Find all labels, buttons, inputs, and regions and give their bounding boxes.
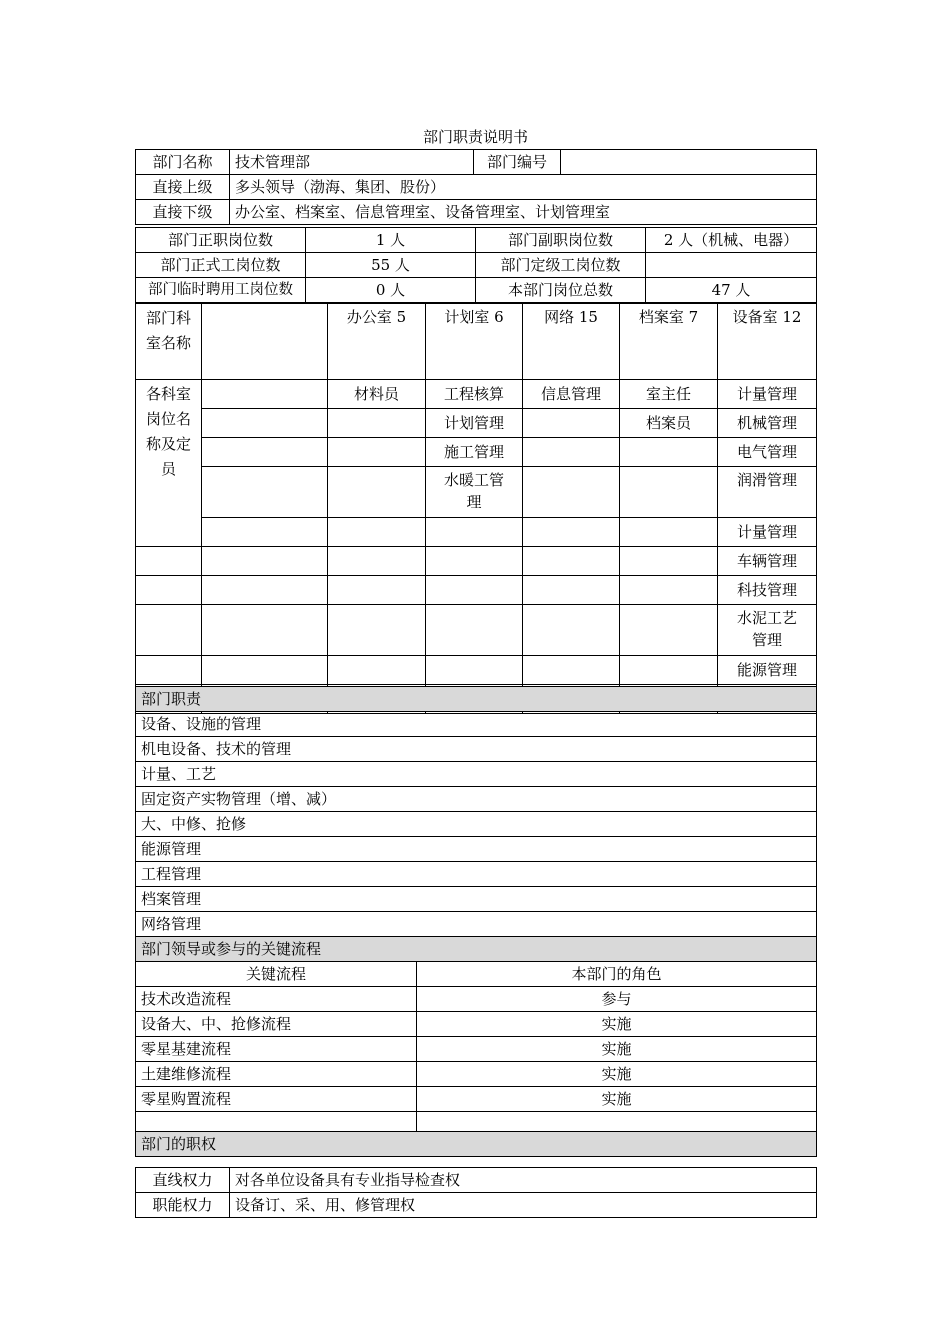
post-row xyxy=(136,380,817,409)
dept-code-label: 部门编号 xyxy=(474,150,561,175)
post-row xyxy=(136,467,817,518)
total-label: 本部门岗位总数 xyxy=(476,278,646,303)
extra-cell xyxy=(202,605,328,656)
extra-post-row xyxy=(136,547,817,576)
superior-value: 多头领导（渤海、集团、股份） xyxy=(230,175,817,200)
deputy-label: 部门副职岗位数 xyxy=(476,228,646,253)
process-name: 零星基建流程 xyxy=(136,1037,417,1062)
post-cell xyxy=(328,438,426,467)
formal-value: 55 人 xyxy=(306,253,476,278)
process-role xyxy=(417,1112,817,1132)
formal-row xyxy=(136,253,817,278)
post-cell xyxy=(620,438,718,467)
extra-cell xyxy=(202,547,328,576)
post-cell xyxy=(202,438,328,467)
extra-cell xyxy=(426,605,523,656)
subordinate-label: 直接下级 xyxy=(136,200,230,225)
section-name-row xyxy=(136,304,817,380)
post-cell xyxy=(523,438,620,467)
process-role: 实施 xyxy=(417,1087,817,1112)
duties-header: 部门职责 xyxy=(136,687,817,712)
post-cell: 施工管理 xyxy=(426,438,523,467)
extra-cell xyxy=(136,576,202,605)
dept-code-value xyxy=(561,150,817,175)
dept-name-value: 技术管理部 xyxy=(230,150,474,175)
post-cell: 机械管理 xyxy=(718,409,817,438)
duties-processes-table xyxy=(135,686,817,1157)
duty-item: 网络管理 xyxy=(136,912,817,937)
total-value: 47 人 xyxy=(646,278,817,303)
post-row xyxy=(136,438,817,467)
duty-item: 计量、工艺 xyxy=(136,762,817,787)
post-cell: 计量管理 xyxy=(718,380,817,409)
deputy-value: 2 人（机械、电器） xyxy=(646,228,817,253)
post-cell: 计量管理 xyxy=(718,518,817,547)
authority-value: 对各单位设备具有专业指导检查权 xyxy=(230,1168,817,1193)
process-name: 零星购置流程 xyxy=(136,1087,417,1112)
process-role: 实施 xyxy=(417,1012,817,1037)
process-role: 参与 xyxy=(417,987,817,1012)
authority-row xyxy=(136,1168,817,1193)
duty-item: 固定资产实物管理（增、减） xyxy=(136,787,817,812)
duties-header-row xyxy=(136,687,817,712)
temp-label: 部门临时聘用工岗位数 xyxy=(136,278,306,303)
duty-row xyxy=(136,912,817,937)
dept-name-label: 部门名称 xyxy=(136,150,230,175)
post-cell xyxy=(202,518,328,547)
extra-post-row xyxy=(136,576,817,605)
extra-cell xyxy=(426,576,523,605)
extra-cell xyxy=(328,605,426,656)
extra-cell xyxy=(523,547,620,576)
chief-row xyxy=(136,228,817,253)
extra-cell xyxy=(136,605,202,656)
authority-label: 职能权力 xyxy=(136,1193,230,1218)
duty-row xyxy=(136,862,817,887)
post-cell xyxy=(202,467,328,518)
post-cell xyxy=(620,467,718,518)
extra-cell xyxy=(202,576,328,605)
duty-row xyxy=(136,837,817,862)
post-cell xyxy=(202,409,328,438)
duty-item: 大、中修、抢修 xyxy=(136,812,817,837)
process-row xyxy=(136,1037,817,1062)
authority-value: 设备订、采、用、修管理权 xyxy=(230,1193,817,1218)
extra-cell xyxy=(136,547,202,576)
extra-cell xyxy=(136,656,202,685)
duty-item: 设备、设施的管理 xyxy=(136,712,817,737)
subordinate-row xyxy=(136,200,817,225)
extra-post-cell: 水泥工艺管理 xyxy=(718,605,817,656)
section-name-cell: 网络 15 xyxy=(523,304,620,380)
process-row xyxy=(136,987,817,1012)
extra-cell xyxy=(620,605,718,656)
extra-post-row xyxy=(136,605,817,656)
basic-info-table xyxy=(135,149,817,225)
authority-header: 部门的职权 xyxy=(136,1132,817,1157)
post-cell xyxy=(426,518,523,547)
post-row xyxy=(136,409,817,438)
post-cell: 室主任 xyxy=(620,380,718,409)
process-name: 设备大、中、抢修流程 xyxy=(136,1012,417,1037)
section-name-cell xyxy=(202,304,328,380)
extra-cell xyxy=(426,656,523,685)
authority-table xyxy=(135,1167,817,1218)
process-name: 技术改造流程 xyxy=(136,987,417,1012)
authority-label: 直线权力 xyxy=(136,1168,230,1193)
extra-cell xyxy=(523,576,620,605)
duty-row xyxy=(136,712,817,737)
duty-row xyxy=(136,887,817,912)
process-name xyxy=(136,1112,417,1132)
extra-cell xyxy=(523,605,620,656)
extra-post-cell: 科技管理 xyxy=(718,576,817,605)
section-name-label: 部门科室名称 xyxy=(136,304,202,380)
process-role: 实施 xyxy=(417,1037,817,1062)
post-cell xyxy=(523,518,620,547)
extra-cell xyxy=(620,576,718,605)
duty-item: 档案管理 xyxy=(136,887,817,912)
chief-label: 部门正职岗位数 xyxy=(136,228,306,253)
role-column-header: 本部门的角色 xyxy=(417,962,817,987)
process-column-header: 关键流程 xyxy=(136,962,417,987)
duty-row xyxy=(136,762,817,787)
post-cell: 润滑管理 xyxy=(718,467,817,518)
document-title: 部门职责说明书 xyxy=(422,128,528,146)
post-cell: 计划管理 xyxy=(426,409,523,438)
process-role: 实施 xyxy=(417,1062,817,1087)
process-row xyxy=(136,1087,817,1112)
post-cell xyxy=(328,409,426,438)
extra-cell xyxy=(328,547,426,576)
position-count-table xyxy=(135,227,817,303)
process-row xyxy=(136,1062,817,1087)
processes-column-row xyxy=(136,962,817,987)
extra-cell xyxy=(328,576,426,605)
duty-row xyxy=(136,812,817,837)
post-cell: 信息管理 xyxy=(523,380,620,409)
duty-row xyxy=(136,737,817,762)
processes-header: 部门领导或参与的关键流程 xyxy=(136,937,817,962)
fixed-label: 部门定级工岗位数 xyxy=(476,253,646,278)
duty-row xyxy=(136,787,817,812)
post-row xyxy=(136,518,817,547)
subordinate-value: 办公室、档案室、信息管理室、设备管理室、计划管理室 xyxy=(230,200,817,225)
authority-row xyxy=(136,1193,817,1218)
posts-label: 各科室岗位名称及定员 xyxy=(136,380,202,547)
duty-item: 能源管理 xyxy=(136,837,817,862)
post-cell: 水暖工管理 xyxy=(426,467,523,518)
post-cell xyxy=(328,518,426,547)
sections-table xyxy=(135,303,817,714)
section-name-cell: 计划室 6 xyxy=(426,304,523,380)
post-cell xyxy=(328,467,426,518)
extra-cell xyxy=(620,547,718,576)
temp-row xyxy=(136,278,817,303)
superior-label: 直接上级 xyxy=(136,175,230,200)
process-row xyxy=(136,1112,817,1132)
extra-cell xyxy=(202,656,328,685)
extra-cell xyxy=(523,656,620,685)
authority-header-row xyxy=(136,1132,817,1157)
fixed-value xyxy=(646,253,817,278)
section-name-cell: 设备室 12 xyxy=(718,304,817,380)
superior-row xyxy=(136,175,817,200)
extra-cell xyxy=(426,547,523,576)
post-cell xyxy=(523,409,620,438)
post-cell xyxy=(523,467,620,518)
post-cell: 工程核算 xyxy=(426,380,523,409)
process-row xyxy=(136,1012,817,1037)
process-name: 土建维修流程 xyxy=(136,1062,417,1087)
extra-post-cell: 能源管理 xyxy=(718,656,817,685)
post-cell: 档案员 xyxy=(620,409,718,438)
section-name-cell: 档案室 7 xyxy=(620,304,718,380)
post-cell: 材料员 xyxy=(328,380,426,409)
extra-cell xyxy=(620,656,718,685)
extra-post-row xyxy=(136,656,817,685)
post-cell xyxy=(620,518,718,547)
dept-name-row xyxy=(136,150,817,175)
processes-header-row xyxy=(136,937,817,962)
extra-post-cell: 车辆管理 xyxy=(718,547,817,576)
post-cell: 电气管理 xyxy=(718,438,817,467)
temp-value: 0 人 xyxy=(306,278,476,303)
extra-cell xyxy=(328,656,426,685)
post-cell xyxy=(202,380,328,409)
duty-item: 机电设备、技术的管理 xyxy=(136,737,817,762)
duty-item: 工程管理 xyxy=(136,862,817,887)
section-name-cell: 办公室 5 xyxy=(328,304,426,380)
formal-label: 部门正式工岗位数 xyxy=(136,253,306,278)
chief-value: 1 人 xyxy=(306,228,476,253)
